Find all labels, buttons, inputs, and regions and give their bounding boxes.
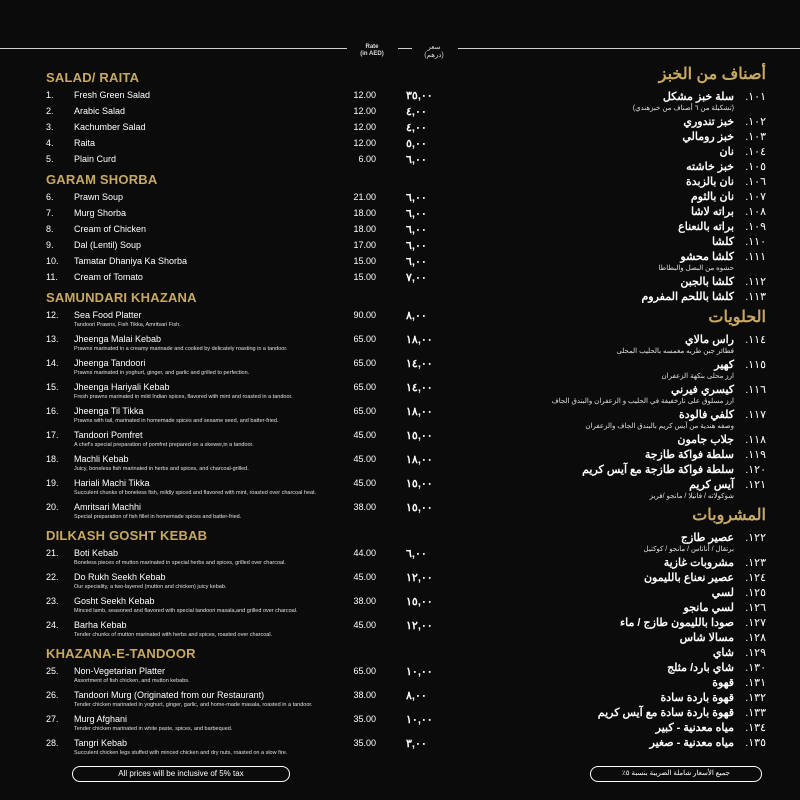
arabic-item-number: ١٢٠. bbox=[745, 464, 766, 476]
arabic-item-name: كيسري فيرني bbox=[671, 384, 734, 396]
section-title: SAMUNDARI KHAZANA bbox=[46, 290, 197, 305]
menu-section-header bbox=[0, 524, 400, 546]
english-menu-column bbox=[0, 66, 433, 760]
menu-item-row bbox=[0, 222, 427, 238]
arabic-item-name: قهوة bbox=[712, 677, 734, 689]
arabic-item-number: ١١٢. bbox=[745, 276, 766, 288]
arabic-item-name: نان بالزبدة bbox=[686, 176, 734, 188]
arabic-item-number: ١١٥. bbox=[745, 359, 766, 371]
arabic-item-name: مسالا شاس bbox=[679, 632, 734, 644]
item-number: 10. bbox=[46, 256, 59, 266]
arabic-item-number: ١٠٦. bbox=[745, 176, 766, 188]
menu-item-row bbox=[0, 270, 427, 286]
item-number: 7. bbox=[46, 208, 54, 218]
arabic-price: ١٥,٠٠ bbox=[406, 430, 433, 442]
arabic-item-number: ١٣١. bbox=[745, 677, 766, 689]
menu-section-header bbox=[0, 168, 400, 190]
item-name: Amritsari Machhi bbox=[74, 502, 142, 512]
arabic-item-number: ١١٣. bbox=[745, 291, 766, 303]
menu-item-row bbox=[0, 428, 433, 452]
arabic-item-name: شاي بارد/ مثلج bbox=[667, 662, 734, 674]
item-price-aed: 65.00 bbox=[353, 382, 376, 392]
item-price-aed: 38.00 bbox=[353, 690, 376, 700]
arabic-item-name: كلشا محشو bbox=[680, 251, 734, 263]
arabic-item-name: مياه معدنية - كبير bbox=[655, 722, 734, 734]
arabic-item-name: جلاب جامون bbox=[677, 434, 734, 446]
arabic-item-name: كلفي فالودة bbox=[679, 409, 734, 421]
item-number: 15. bbox=[46, 382, 59, 392]
item-number: 26. bbox=[46, 690, 59, 700]
arabic-section-header bbox=[470, 62, 766, 90]
item-name: Fresh Green Salad bbox=[74, 90, 151, 100]
arabic-item-number: ١١١. bbox=[745, 251, 766, 263]
arabic-price: ٦,٠٠ bbox=[406, 224, 427, 236]
arabic-menu-item-row bbox=[470, 531, 766, 556]
item-name: Tangri Kebab bbox=[74, 738, 128, 748]
menu-item-row bbox=[0, 546, 427, 570]
item-description: Succulent chunks of boneless fish, mildly spiced and flavored with mint, roasted over charcoal heat. bbox=[74, 490, 317, 496]
menu-item-row bbox=[0, 688, 427, 712]
arabic-item-description: ارز محلى بنكهة الزعفران bbox=[661, 373, 734, 380]
item-name: Raita bbox=[74, 138, 96, 148]
arabic-section-header bbox=[470, 305, 766, 333]
menu-item-row bbox=[0, 594, 433, 618]
arabic-item-name: كلشا bbox=[711, 236, 734, 248]
arabic-menu-item-row bbox=[470, 478, 766, 503]
item-name: Hariali Machi Tikka bbox=[74, 478, 150, 488]
arabic-menu-item-row bbox=[470, 275, 766, 290]
item-description: Our speciality, a two-layered (mutton and chicken) juicy kebab. bbox=[74, 584, 227, 590]
arabic-item-description: برتقال / أناناس / مانجو / كوكتيل bbox=[643, 546, 734, 553]
arabic-item-description: (تشكيلة من ٦ أصناف من خبزهندي) bbox=[632, 105, 734, 112]
menu-item-row bbox=[0, 238, 427, 254]
arabic-menu-item-row bbox=[470, 115, 766, 130]
item-name: Prawn Soup bbox=[74, 192, 124, 202]
arabic-section-title: المشروبات bbox=[692, 507, 766, 524]
section-title: KHAZANA-E-TANDOOR bbox=[46, 646, 196, 661]
arabic-menu-item-row bbox=[470, 90, 766, 115]
menu-item-row bbox=[0, 380, 433, 404]
arabic-menu-item-row bbox=[470, 448, 766, 463]
arabic-menu-item-row bbox=[470, 721, 766, 736]
item-number: 4. bbox=[46, 138, 54, 148]
arabic-price: ١٥,٠٠ bbox=[406, 502, 433, 514]
arabic-menu-item-row bbox=[470, 556, 766, 571]
arabic-price: ١٢,٠٠ bbox=[406, 572, 433, 584]
arabic-price: ٦,٠٠ bbox=[406, 192, 427, 204]
item-name: Jheenga Tandoori bbox=[74, 358, 146, 368]
arabic-item-name: شاي bbox=[712, 647, 734, 659]
arabic-price: ٤,٠٠ bbox=[406, 106, 427, 118]
arabic-item-number: ١١٦. bbox=[745, 384, 766, 396]
item-price-aed: 6.00 bbox=[358, 154, 376, 164]
item-price-aed: 65.00 bbox=[353, 406, 376, 416]
arabic-menu-item-row bbox=[470, 220, 766, 235]
arabic-item-description: وصفه هندية من آيس كريم بالبندق الجاف والزعفران bbox=[585, 423, 734, 430]
arabic-item-name: براته بالنعناع bbox=[678, 221, 734, 233]
arabic-item-number: ١٠٥. bbox=[745, 161, 766, 173]
item-description: Juicy, boneless fish marinated in herbs and spices, and charcoal-grilled. bbox=[74, 466, 249, 472]
arabic-item-name: راس مالاي bbox=[685, 334, 734, 346]
item-number: 16. bbox=[46, 406, 59, 416]
arabic-item-description: فطائر جبن طريه مغمسه بالحليب المحلى bbox=[616, 348, 734, 355]
arabic-price: ١٨,٠٠ bbox=[406, 454, 433, 466]
item-number: 9. bbox=[46, 240, 54, 250]
item-price-aed: 18.00 bbox=[353, 224, 376, 234]
arabic-menu-item-row bbox=[470, 383, 766, 408]
arabic-price: ٣٥,٠٠ bbox=[406, 90, 433, 102]
item-price-aed: 45.00 bbox=[353, 572, 376, 582]
arabic-price: ١٢,٠٠ bbox=[406, 620, 433, 632]
item-price-aed: 12.00 bbox=[353, 90, 376, 100]
item-number: 11. bbox=[46, 272, 58, 282]
menu-section-header bbox=[0, 642, 400, 664]
menu-item-row bbox=[0, 500, 433, 524]
item-price-aed: 65.00 bbox=[353, 666, 376, 676]
item-number: 14. bbox=[46, 358, 59, 368]
arabic-item-number: ١١٩. bbox=[745, 449, 766, 461]
arabic-item-number: ١١٧. bbox=[745, 409, 766, 421]
arabic-item-name: نان بالثوم bbox=[690, 191, 734, 203]
arabic-menu-item-row bbox=[470, 205, 766, 220]
arabic-item-number: ١٠٤. bbox=[745, 146, 766, 158]
menu-item-row bbox=[0, 152, 427, 168]
arabic-item-name: عصير نعناع بالليمون bbox=[643, 572, 734, 584]
menu-item-row bbox=[0, 570, 433, 594]
arabic-menu-item-row bbox=[470, 235, 766, 250]
menu-item-row bbox=[0, 206, 427, 222]
arabic-item-name: خبز تندوري bbox=[683, 116, 734, 128]
item-description: Succulent chicken legs stuffed with minced chicken and dry nuts, roasted on a slow fire. bbox=[74, 750, 288, 756]
item-number: 17. bbox=[46, 430, 59, 440]
arabic-price: ٦,٠٠ bbox=[406, 154, 427, 166]
item-price-aed: 12.00 bbox=[353, 138, 376, 148]
item-price-aed: 15.00 bbox=[353, 256, 376, 266]
item-name: Sea Food Platter bbox=[74, 310, 142, 320]
section-title: GARAM SHORBA bbox=[46, 172, 158, 187]
item-name: Tandoori Murg (Originated from our Restaurant) bbox=[74, 690, 265, 700]
arabic-price: ١٠,٠٠ bbox=[406, 666, 433, 678]
arabic-menu-item-row bbox=[470, 691, 766, 706]
arabic-item-name: قهوة باردة سادة مع آيس كريم bbox=[597, 707, 734, 719]
item-price-aed: 45.00 bbox=[353, 454, 376, 464]
item-name: Jheenga Til Tikka bbox=[74, 406, 144, 416]
arabic-price: ٦,٠٠ bbox=[406, 240, 427, 252]
item-number: 13. bbox=[46, 334, 59, 344]
menu-item-row bbox=[0, 476, 433, 500]
item-description: Prawns with tail, marinated in homemade spices and sesame seed, and batter-fried. bbox=[74, 418, 279, 424]
item-price-aed: 18.00 bbox=[353, 208, 376, 218]
menu-section-header bbox=[0, 286, 400, 308]
arabic-item-name: آيس كريم bbox=[689, 479, 734, 491]
menu-item-row bbox=[0, 356, 433, 380]
item-price-aed: 44.00 bbox=[353, 548, 376, 558]
item-price-aed: 12.00 bbox=[353, 106, 376, 116]
item-price-aed: 90.00 bbox=[353, 310, 376, 320]
arabic-item-number: ١٢٧. bbox=[745, 617, 766, 629]
header-divider-mid bbox=[398, 48, 412, 49]
item-name: Murg Shorba bbox=[74, 208, 127, 218]
arabic-menu-item-row bbox=[470, 736, 766, 751]
item-name: Dal (Lentil) Soup bbox=[74, 240, 142, 250]
item-name: Tamatar Dhaniya Ka Shorba bbox=[74, 256, 188, 266]
arabic-price: ٣,٠٠ bbox=[406, 738, 427, 750]
item-price-aed: 35.00 bbox=[353, 714, 376, 724]
item-description: A chef's special preparation of pomfret prepared on a skewer,in a tandoor. bbox=[74, 442, 254, 448]
arabic-item-number: ١٠١. bbox=[745, 91, 766, 103]
item-name: Murg Afghani bbox=[74, 714, 128, 724]
item-description: Minced lamb, seasoned and flavored with special tandoori masala,and grilled over charcoal. bbox=[74, 608, 298, 614]
item-number: 22. bbox=[46, 572, 59, 582]
arabic-price: ٦,٠٠ bbox=[406, 208, 427, 220]
item-name: Jheenga Hariyali Kebab bbox=[74, 382, 170, 392]
menu-item-row bbox=[0, 736, 427, 760]
tax-note-english: All prices will be inclusive of 5% tax bbox=[72, 766, 290, 782]
item-name: Barha Kebab bbox=[74, 620, 127, 630]
menu-item-row bbox=[0, 712, 433, 736]
arabic-item-number: ١٠٨. bbox=[745, 206, 766, 218]
arabic-menu-item-row bbox=[470, 586, 766, 601]
item-number: 25. bbox=[46, 666, 59, 676]
item-name: Tandoori Pomfret bbox=[74, 430, 143, 440]
rate-header bbox=[352, 44, 392, 58]
item-number: 1. bbox=[46, 90, 54, 100]
rate-header-line1: Rate bbox=[365, 44, 379, 50]
item-number: 2. bbox=[46, 106, 54, 116]
menu-item-row bbox=[0, 88, 433, 104]
item-number: 27. bbox=[46, 714, 59, 724]
arabic-menu-item-row bbox=[470, 290, 766, 305]
arabic-menu-item-row bbox=[470, 175, 766, 190]
arabic-item-number: ١٢٢. bbox=[745, 532, 766, 544]
item-name: Machli Kebab bbox=[74, 454, 129, 464]
arabic-item-name: كلشا بالجبن bbox=[680, 276, 734, 288]
item-price-aed: 17.00 bbox=[353, 240, 376, 250]
arabic-section-header bbox=[470, 503, 766, 531]
menu-item-row bbox=[0, 308, 427, 332]
arabic-menu-column bbox=[470, 62, 766, 751]
arabic-menu-item-row bbox=[470, 130, 766, 145]
arabic-item-name: براته لاشا bbox=[690, 206, 734, 218]
arabic-item-name: لسي bbox=[711, 587, 734, 599]
menu-item-row bbox=[0, 452, 433, 476]
arabic-menu-item-row bbox=[470, 631, 766, 646]
arabic-menu-item-row bbox=[470, 433, 766, 448]
arabic-item-name: سلطة فواكة طازجة bbox=[644, 449, 734, 461]
arabic-item-name: لسي مانجو bbox=[683, 602, 734, 614]
arabic-menu-item-row bbox=[470, 616, 766, 631]
arabic-price-header bbox=[416, 44, 452, 60]
arabic-item-number: ١٣٢. bbox=[745, 692, 766, 704]
arabic-menu-item-row bbox=[470, 190, 766, 205]
item-number: 18. bbox=[46, 454, 59, 464]
header-divider-right bbox=[458, 48, 800, 49]
item-description: Tender chunks of mutton marinated with herbs and spices, roasted over charcoal. bbox=[74, 632, 273, 638]
section-title: SALAD/ RAITA bbox=[46, 70, 140, 85]
arabic-menu-item-row bbox=[470, 145, 766, 160]
item-number: 19. bbox=[46, 478, 59, 488]
header-divider-left bbox=[0, 48, 347, 49]
arabic-price: ١٨,٠٠ bbox=[406, 334, 433, 346]
arabic-item-name: كهير bbox=[714, 359, 734, 371]
item-number: 24. bbox=[46, 620, 59, 630]
menu-item-row bbox=[0, 404, 433, 428]
item-price-aed: 38.00 bbox=[353, 596, 376, 606]
arabic-item-number: ١٣٤. bbox=[745, 722, 766, 734]
arabic-item-number: ١١٠. bbox=[745, 236, 766, 248]
arabic-price: ١٠,٠٠ bbox=[406, 714, 433, 726]
arabic-price: ٧,٠٠ bbox=[406, 272, 427, 284]
menu-section-header bbox=[0, 66, 400, 88]
arabic-menu-item-row bbox=[470, 646, 766, 661]
arabic-item-description: ارز مسلوق على نارخفيفة في الحليب و الزعفران والبندق الجاف bbox=[551, 398, 734, 405]
arabic-price: ١٥,٠٠ bbox=[406, 596, 433, 608]
menu-item-row bbox=[0, 104, 427, 120]
item-price-aed: 45.00 bbox=[353, 478, 376, 488]
arabic-item-number: ١٠٢. bbox=[745, 116, 766, 128]
arabic-price: ٥,٠٠ bbox=[406, 138, 427, 150]
arabic-price: ١٤,٠٠ bbox=[406, 358, 433, 370]
arabic-menu-item-row bbox=[470, 250, 766, 275]
menu-item-row bbox=[0, 664, 433, 688]
arabic-item-number: ١٠٣. bbox=[745, 131, 766, 143]
arabic-price: ١٨,٠٠ bbox=[406, 406, 433, 418]
arabic-item-number: ١٢٩. bbox=[745, 647, 766, 659]
arabic-price-header-line2: (درهم) bbox=[424, 52, 444, 59]
arabic-price: ٨,٠٠ bbox=[406, 690, 427, 702]
arabic-item-number: ١٢٣. bbox=[745, 557, 766, 569]
arabic-price: ١٥,٠٠ bbox=[406, 478, 433, 490]
item-price-aed: 65.00 bbox=[353, 358, 376, 368]
tax-note-arabic: جميع الأسعار شاملة الضريبة بنسبة ٥٪ bbox=[590, 766, 762, 782]
item-price-aed: 15.00 bbox=[353, 272, 376, 282]
arabic-menu-item-row bbox=[470, 571, 766, 586]
arabic-item-number: ١٢٤. bbox=[745, 572, 766, 584]
arabic-price: ٤,٠٠ bbox=[406, 122, 427, 134]
item-description: Tender chicken marinated in yoghurt, ginger, garlic, and home-made masala, roasted in a tandoor. bbox=[74, 702, 313, 708]
arabic-item-name: سلطة فواكة طازجة مع آيس كريم bbox=[582, 464, 734, 476]
arabic-item-description: حشوه من البصل والبطاطا bbox=[658, 265, 734, 272]
arabic-item-name: عصير طازج bbox=[680, 532, 734, 544]
arabic-price-header-line1: سعر bbox=[427, 44, 441, 51]
item-name: Non-Vegetarian Platter bbox=[74, 666, 166, 676]
item-price-aed: 65.00 bbox=[353, 334, 376, 344]
item-price-aed: 12.00 bbox=[353, 122, 376, 132]
rate-header-line2: (in AED) bbox=[360, 51, 384, 57]
item-description: Fresh prawns marinated in mild Indian spices, flavored with mint and roasted in a tandoor. bbox=[74, 394, 293, 400]
item-description: Tender chicken marinated in white paste, spices, and barbequed. bbox=[74, 726, 233, 732]
arabic-item-name: قهوة باردة سادة bbox=[660, 692, 734, 704]
arabic-section-title: الحلويات bbox=[708, 309, 766, 326]
arabic-item-number: ١٣٣. bbox=[745, 707, 766, 719]
item-description: Special preparation of fish fillet in homemade spices and batter-fried. bbox=[74, 514, 242, 520]
item-description: Prawns marinated in a creamy marinade and cooked by delicately roasting in a tandoor. bbox=[74, 346, 288, 352]
item-price-aed: 45.00 bbox=[353, 430, 376, 440]
item-name: Boti Kebab bbox=[74, 548, 119, 558]
arabic-item-number: ١١٨. bbox=[745, 434, 766, 446]
item-name: Cream of Chicken bbox=[74, 224, 147, 234]
arabic-item-number: ١٣٥. bbox=[745, 737, 766, 749]
arabic-menu-item-row bbox=[470, 676, 766, 691]
arabic-menu-item-row bbox=[470, 333, 766, 358]
arabic-menu-item-row bbox=[470, 408, 766, 433]
arabic-section-title: أصناف من الخبز bbox=[658, 66, 766, 83]
item-number: 23. bbox=[46, 596, 59, 606]
section-title: DILKASH GOSHT KEBAB bbox=[46, 528, 208, 543]
menu-item-row bbox=[0, 618, 433, 642]
arabic-item-number: ١٣٠. bbox=[745, 662, 766, 674]
arabic-item-name: خبز خاشته bbox=[686, 161, 734, 173]
arabic-item-name: كلشا باللحم المفروم bbox=[641, 291, 734, 303]
menu-item-row bbox=[0, 190, 427, 206]
arabic-menu-item-row bbox=[470, 706, 766, 721]
arabic-item-number: ١٢٦. bbox=[745, 602, 766, 614]
arabic-item-number: ١٠٩. bbox=[745, 221, 766, 233]
item-number: 8. bbox=[46, 224, 54, 234]
item-name: Kachumber Salad bbox=[74, 122, 146, 132]
item-name: Plain Curd bbox=[74, 154, 117, 164]
menu-item-row bbox=[0, 332, 433, 356]
item-price-aed: 38.00 bbox=[353, 502, 376, 512]
item-number: 20. bbox=[46, 502, 59, 512]
item-name: Do Rukh Seekh Kebab bbox=[74, 572, 166, 582]
item-description: Prawns marinated in yoghurt, ginger, and garlic and grilled to perfection. bbox=[74, 370, 250, 376]
menu-item-row bbox=[0, 136, 427, 152]
arabic-item-name: مياه معدنية - صغير bbox=[649, 737, 734, 749]
arabic-menu-item-row bbox=[470, 601, 766, 616]
arabic-item-number: ١٢٥. bbox=[745, 587, 766, 599]
item-name: Jheenga Malai Kebab bbox=[74, 334, 162, 344]
arabic-item-number: ١٠٧. bbox=[745, 191, 766, 203]
item-description: Assortment of fish chicken, and mutton kebabs. bbox=[74, 678, 190, 684]
arabic-price: ٨,٠٠ bbox=[406, 310, 427, 322]
arabic-item-name: مشروبات غازية bbox=[663, 557, 734, 569]
arabic-item-name: سلة خبز مشكل bbox=[662, 91, 734, 103]
arabic-item-name: نان bbox=[719, 146, 734, 158]
item-number: 6. bbox=[46, 192, 54, 202]
item-number: 3. bbox=[46, 122, 54, 132]
item-number: 28. bbox=[46, 738, 59, 748]
arabic-menu-item-row bbox=[470, 358, 766, 383]
item-price-aed: 21.00 bbox=[353, 192, 376, 202]
item-number: 12. bbox=[46, 310, 59, 320]
menu-item-row bbox=[0, 120, 427, 136]
arabic-menu-item-row bbox=[470, 661, 766, 676]
menu-item-row bbox=[0, 254, 427, 270]
arabic-item-description: شوكولاته / فانيلا / مانجو /فريز bbox=[649, 493, 734, 500]
item-name: Cream of Tomato bbox=[74, 272, 143, 282]
item-number: 21. bbox=[46, 548, 59, 558]
arabic-item-number: ١٢٨. bbox=[745, 632, 766, 644]
item-price-aed: 35.00 bbox=[353, 738, 376, 748]
arabic-item-number: ١٢١. bbox=[745, 479, 766, 491]
arabic-item-name: صودا بالليمون طازج / ماء bbox=[619, 617, 734, 629]
item-description: Tandoori Prawns, Fish Tikka, Amritsari Fish. bbox=[74, 322, 181, 328]
item-number: 5. bbox=[46, 154, 54, 164]
item-name: Arabic Salad bbox=[74, 106, 126, 116]
arabic-item-number: ١١٤. bbox=[745, 334, 766, 346]
arabic-menu-item-row bbox=[470, 463, 766, 478]
arabic-menu-item-row bbox=[470, 160, 766, 175]
arabic-price: ٦,٠٠ bbox=[406, 548, 427, 560]
arabic-price: ١٤,٠٠ bbox=[406, 382, 433, 394]
item-price-aed: 45.00 bbox=[353, 620, 376, 630]
item-name: Gosht Seekh Kebab bbox=[74, 596, 155, 606]
arabic-price: ٦,٠٠ bbox=[406, 256, 427, 268]
arabic-item-name: خبز رومالي bbox=[682, 131, 734, 143]
item-description: Boneless pieces of mutton marinated in special herbs and spices, grilled over charcoal. bbox=[74, 560, 286, 566]
